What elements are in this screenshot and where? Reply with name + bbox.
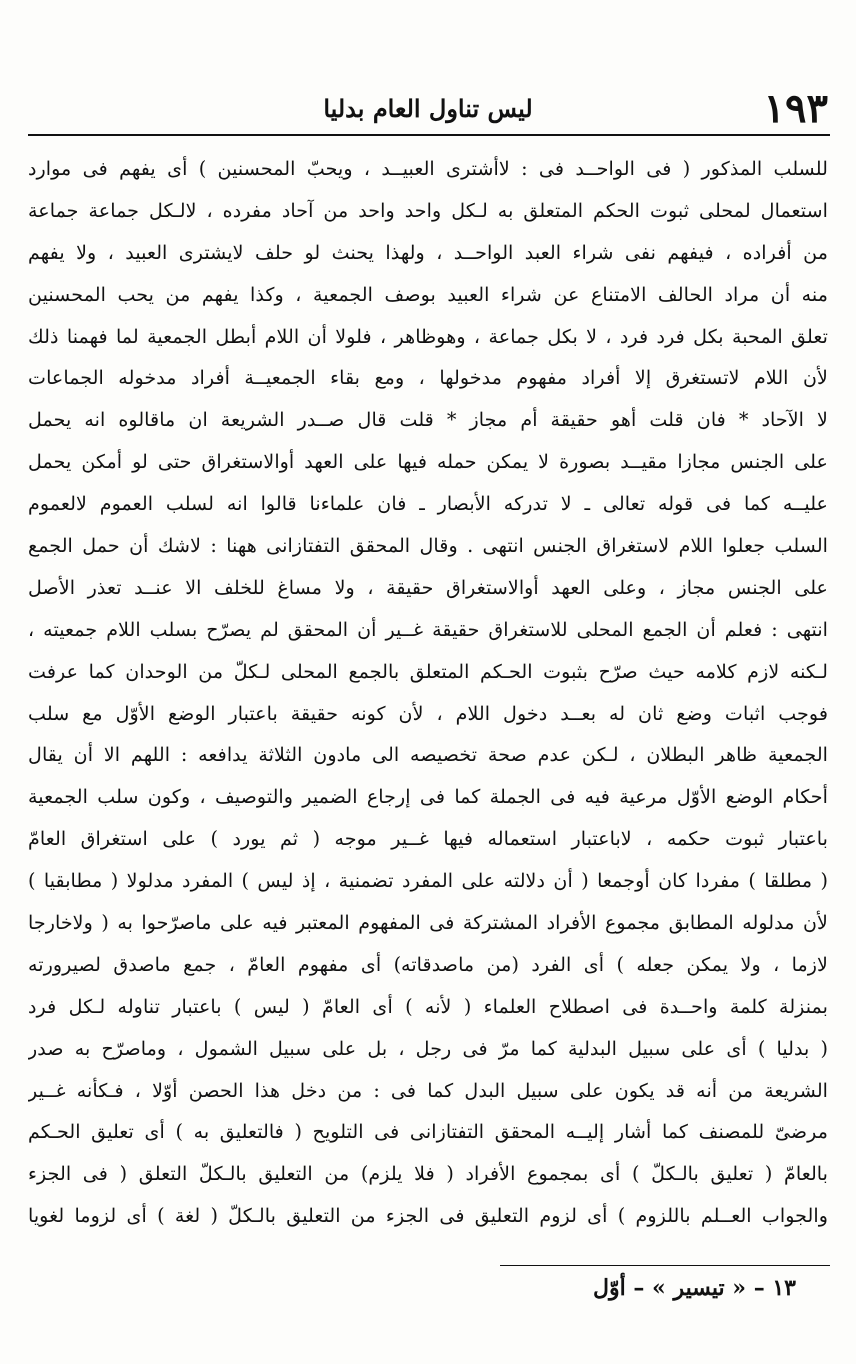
text-line: لا الآحاد * فان قلت أهو حقيقة أم مجاز * قلت قال صــدر الشريعة ان ماقالوه انه يحمل	[28, 408, 828, 432]
body-text	[28, 148, 828, 1237]
text-line: أحكام الوضع الأوّل مرعية فيه فى الجملة كما فى إرجاع الضمير والتوصيف ، وكون سلب الجمعية	[28, 785, 828, 809]
text-line: على الجنس مجاز ، وعلى العهد أوالاستغراق حقيقة ، ولا مساغ للخلف الا عنــد تعذر الأصل	[28, 575, 828, 599]
text-line: باعتبار ثبوت حكمه ، لاباعتبار استعماله فيها غــير موجه ( ثم يورد ) على استغراق العامّ	[28, 827, 828, 851]
text-line: بمنزلة كلمة واحــدة فى اصطلاح العلماء ( لأنه ) أى العامّ ( ليس ) باعتبار تناوله لـكل فرد	[28, 994, 828, 1018]
text-line: ( بدليا ) أى على سبيل البدلية كما مرّ فى رجل ، بل على سبيل الشمول ، وماصرّح به صدر	[28, 1036, 828, 1060]
text-line: تعلق المحبة بكل فرد فرد ، لا بكل جماعة ، وهوظاهر ، فلولا أن اللام أبطل الجمعية لما فهمنا ذلك	[28, 324, 828, 348]
page-number: ١٩٣	[763, 85, 828, 132]
text-line: بالعامّ ( تعليق بالـكلّ ) أى بمجموع الأفراد ( فلا يلزم) من التعليق بالـكلّ التعلق ( فى الجزء	[28, 1162, 828, 1186]
text-line: ( مطلقا ) مفردا كان أوجمعا ( أن دلالته على المفرد تضمنية ، إذ ليس ) المفرد مدلولا ( مطابقيا )	[28, 869, 828, 893]
text-line: فوجب اثبات وضع ثان له بعــد دخول اللام ، لأن كونه حقيقة باعتبار الوضع الأوّل مع سلب	[28, 701, 828, 725]
text-line: لأن مدلوله المطابق مجموع الأفراد المشتركة فى المفهوم المعتبر فيه على ماصرّحوا به ( ولاخارجا	[28, 911, 828, 935]
text-line: السلب جعلوا اللام لاستغراق الجنس انتهى . وقال المحقق التفتازانى ههنا : لاشك أن حمل الجمع	[28, 534, 828, 558]
text-line: لأن اللام لاتستغرق إلا أفراد مفهوم مدخولها ، ومع بقاء الجمعيــة أفراد مدخوله الجماعات	[28, 366, 828, 390]
text-line: الجمعية ظاهر البطلان ، لـكن عدم صحة تخصيصه الى مادون الثلاثة يدافعه : اللهم الا أن يقال	[28, 743, 828, 767]
text-line: الشريعة من أنه قد يكون على سبيل البدل كما فى : من دخل هذا الحصن أوّلا ، فـكأنه غــير	[28, 1078, 828, 1102]
text-line: انتهى : فعلم أن الجمع المحلى للاستغراق حقيقة غــير أن المحقق لم يصرّح بسلب اللام جمعيته ،	[28, 617, 828, 641]
text-line: على الجنس مجازا مقيــد بصورة لا يمكن حمله فيها على العهد أوالاستغراق حتى لو أمكن يحمل	[28, 450, 828, 474]
running-title: ليس تناول العام بدليا	[323, 94, 533, 123]
text-line: لـكنه لازم كلامه حيث صرّح بثبوت الحـكم المتعلق بالجمع المحلى لـكلّ من الوحدان كما عرفت	[28, 659, 828, 683]
header-rule	[28, 134, 830, 136]
page-header	[28, 84, 828, 134]
text-line: لازما ، ولا يمكن جعله ) أى الفرد (من ماصدقاته) أى مفهوم العامّ ، جمع ماصدق لصيرورته	[28, 952, 828, 976]
text-line: من أفراده ، فيفهم نفى شراء العبد الواحــد ، ولهذا يحنث لو حلف لايشترى العبيد ، ولا يفهم	[28, 240, 828, 264]
signature-mark: ١٣ – « تيسير » – أوّل	[593, 1275, 796, 1301]
text-line: عليــه كما فى قوله تعالى ـ لا تدركه الأبصار ـ فان علماءنا قالوا انه لسلب العموم لالعموم	[28, 492, 828, 516]
text-line: منه أن مراد الحالف الامتناع عن شراء العبيد بوصف الجمعية ، وكذا يفهم من يحب المحسنين	[28, 282, 828, 306]
text-line: والجواب العــلم باللزوم ) أى لزوم التعليق فى الجزء من التعليق بالـكلّ ( لغة ) أى لزوما لغويا	[28, 1204, 828, 1228]
text-line: للسلب المذكور ( فى الواحــد فى : لاأشترى العبيــد ، ويحبّ المحسنين ) أى يفهم فى موارد	[28, 157, 828, 180]
text-line: استعمال لمحلى ثبوت الحكم المتعلق به لـكل واحد واحد من آحاد مفرده ، لالـكل جماعة جماعة	[28, 198, 828, 222]
text-line: مرضىّ للمصنف كما أشار إليــه المحقق التفتازانى فى التلويح ( فالتعليق به ) أى تعليق الحـكم	[28, 1120, 828, 1144]
